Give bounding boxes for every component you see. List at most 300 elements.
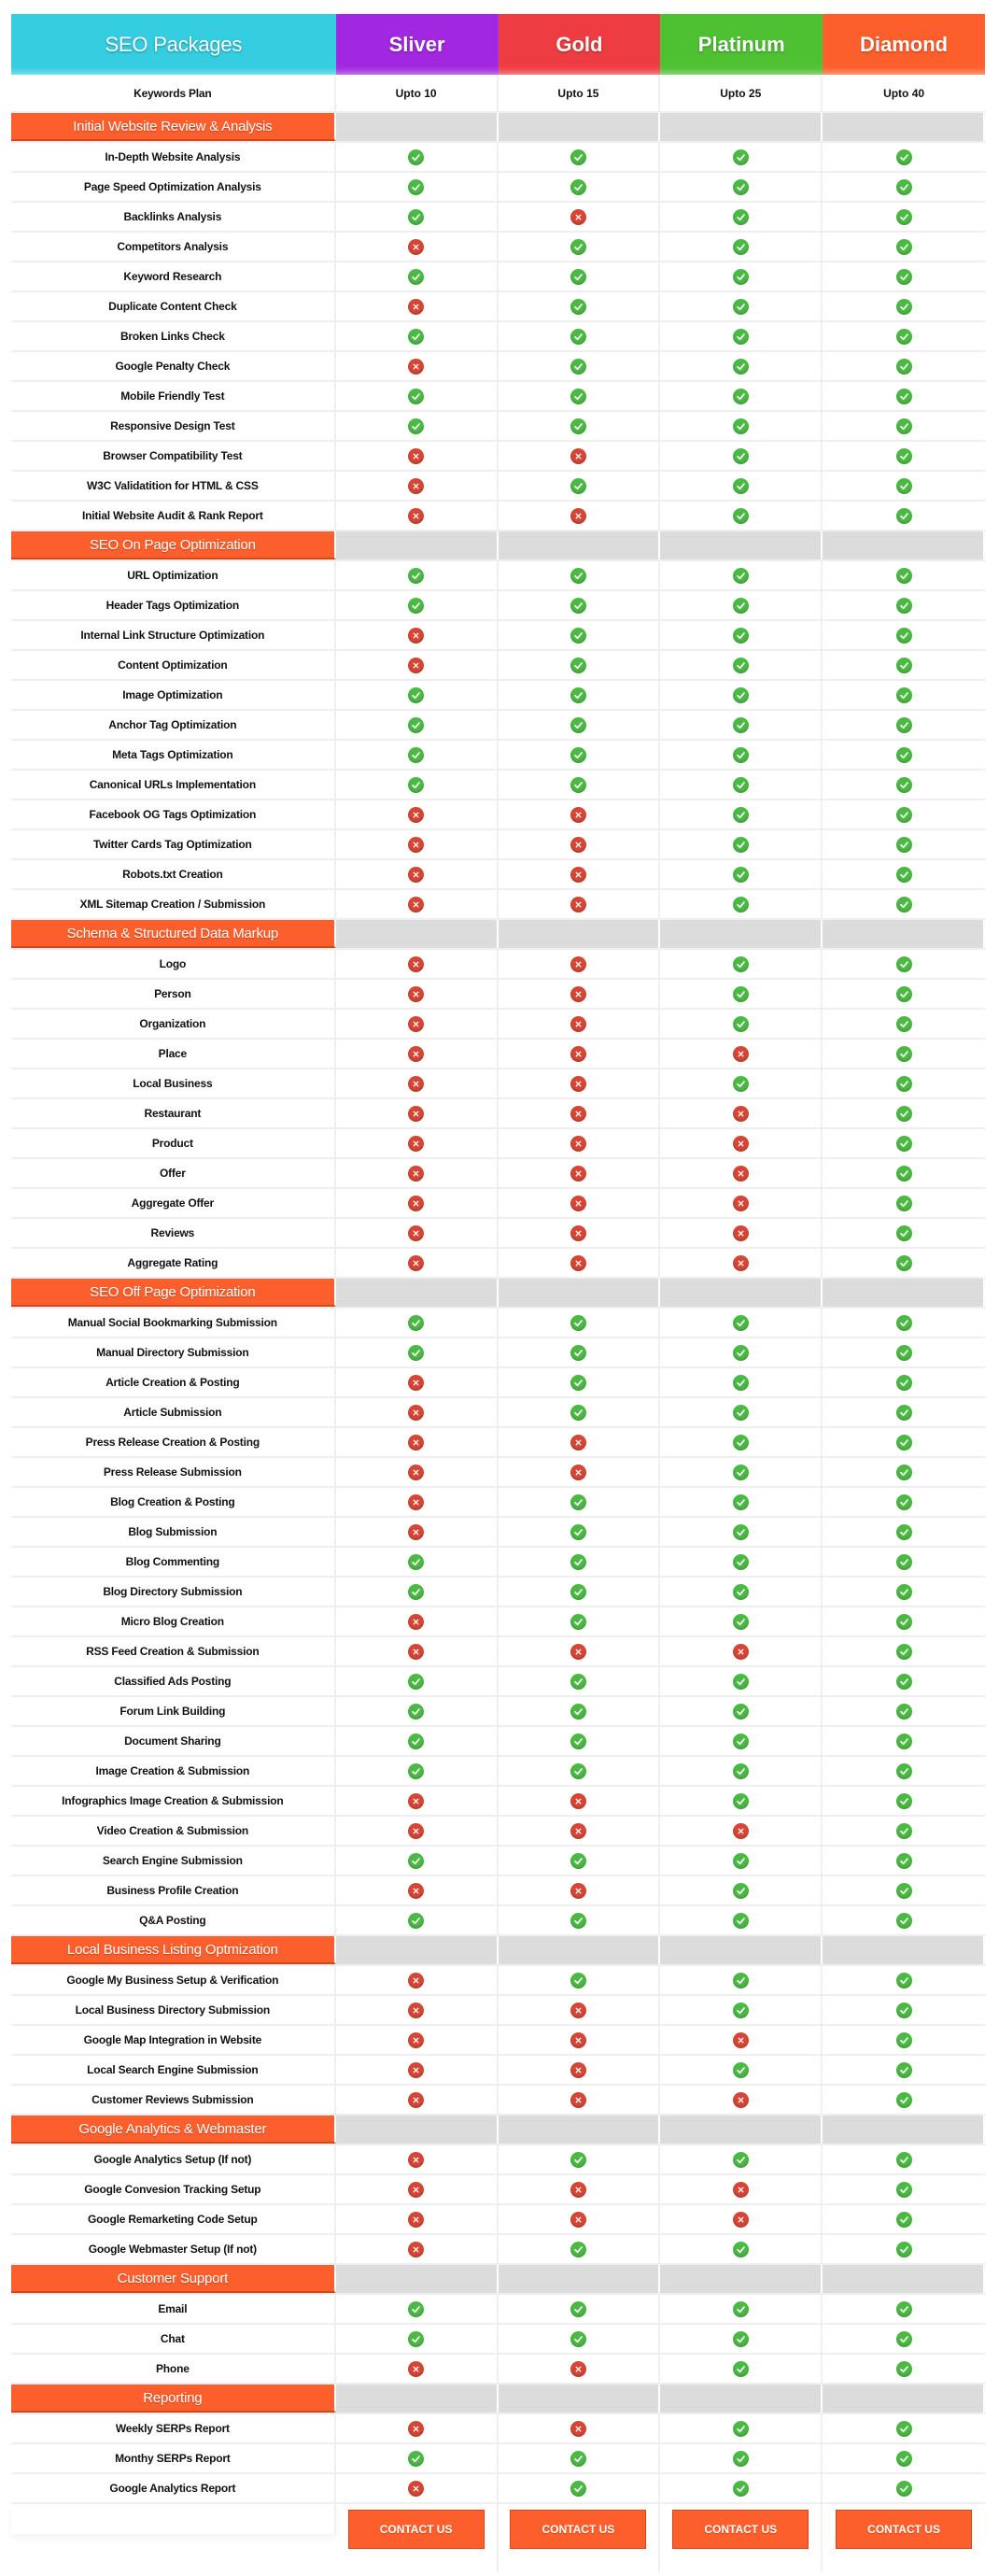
feature-cell-sliver — [336, 1637, 499, 1665]
feature-cell-diamond — [823, 681, 985, 709]
feature-cell-gold — [499, 1488, 661, 1516]
cross-icon — [570, 1823, 586, 1839]
feature-cell-diamond — [823, 711, 985, 739]
check-icon — [408, 329, 424, 345]
check-icon — [896, 568, 912, 584]
feature-cell-sliver — [336, 830, 499, 858]
check-icon — [570, 1524, 586, 1540]
feature-cell-gold — [499, 651, 661, 679]
feature-cell-sliver — [336, 980, 499, 1008]
check-icon — [733, 1435, 749, 1451]
feature-cell-gold — [499, 800, 661, 828]
feature-cell-sliver — [336, 2474, 499, 2502]
feature-label: Classified Ads Posting — [11, 1667, 336, 1695]
cross-icon — [408, 2212, 424, 2228]
feature-cell-gold — [499, 412, 661, 440]
cross-icon — [733, 1255, 749, 1271]
section-header-fill — [499, 920, 661, 948]
feature-label: Google My Business Setup & Verification — [11, 1966, 336, 1994]
feature-label: Person — [11, 980, 336, 1008]
feature-cell-gold — [499, 890, 661, 918]
feature-cell-diamond — [823, 2444, 985, 2472]
section-header-fill — [336, 2116, 499, 2144]
contact-us-button-sliver[interactable]: CONTACT US — [348, 2510, 485, 2549]
feature-cell-diamond — [823, 2145, 985, 2173]
feature-cell-diamond — [823, 1607, 985, 1635]
feature-row — [11, 2474, 985, 2504]
cross-icon — [570, 1883, 586, 1899]
check-icon — [733, 418, 749, 434]
feature-cell-gold — [499, 203, 661, 231]
check-icon — [570, 179, 586, 195]
feature-cell-diamond — [823, 2205, 985, 2233]
check-icon — [733, 2451, 749, 2467]
feature-label: Aggregate Rating — [11, 1249, 336, 1277]
feature-label: Search Engine Submission — [11, 1847, 336, 1875]
feature-cell-gold — [499, 442, 661, 470]
feature-cell-platinum — [660, 2295, 823, 2323]
feature-row — [11, 1787, 985, 1817]
section-header — [11, 1936, 985, 1966]
feature-cell-platinum — [660, 2235, 823, 2263]
feature-cell-gold — [499, 1847, 661, 1875]
feature-cell-sliver — [336, 1817, 499, 1845]
feature-label: Meta Tags Optimization — [11, 741, 336, 769]
feature-row — [11, 1966, 985, 1996]
feature-label: Local Search Engine Submission — [11, 2056, 336, 2084]
feature-cell-gold — [499, 2325, 661, 2353]
feature-cell-diamond — [823, 322, 985, 350]
check-icon — [733, 209, 749, 225]
feature-cell-gold — [499, 2235, 661, 2263]
feature-cell-gold — [499, 2295, 661, 2323]
check-icon — [733, 1763, 749, 1779]
cross-icon — [408, 1016, 424, 1032]
check-icon — [896, 1674, 912, 1690]
feature-row — [11, 681, 985, 711]
check-icon — [896, 1853, 912, 1869]
cross-icon — [733, 2212, 749, 2228]
feature-cell-diamond — [823, 2175, 985, 2203]
feature-cell-gold — [499, 233, 661, 261]
check-icon — [570, 1345, 586, 1361]
section-header-fill — [336, 2385, 499, 2413]
check-icon — [570, 359, 586, 375]
cross-icon — [733, 1166, 749, 1182]
feature-cell-diamond — [823, 1876, 985, 1904]
feature-cell-platinum — [660, 2325, 823, 2353]
feature-label: Image Creation & Submission — [11, 1757, 336, 1785]
feature-row — [11, 412, 985, 442]
feature-cell-diamond — [823, 2086, 985, 2114]
feature-label: Press Release Submission — [11, 1458, 336, 1486]
check-icon — [733, 747, 749, 763]
check-icon — [896, 598, 912, 614]
feature-cell-platinum — [660, 621, 823, 649]
feature-cell-platinum — [660, 2205, 823, 2233]
contact-us-button-platinum[interactable]: CONTACT US — [672, 2510, 809, 2549]
check-icon — [733, 717, 749, 733]
feature-row — [11, 1010, 985, 1040]
check-icon — [570, 2331, 586, 2347]
feature-cell-gold — [499, 2086, 661, 2114]
check-icon — [896, 777, 912, 793]
check-icon — [733, 269, 749, 285]
feature-cell-gold — [499, 2444, 661, 2472]
feature-cell-gold — [499, 1159, 661, 1187]
feature-cell-diamond — [823, 442, 985, 470]
feature-cell-diamond — [823, 1309, 985, 1337]
feature-cell-diamond — [823, 1249, 985, 1277]
feature-cell-diamond — [823, 1787, 985, 1815]
check-icon — [570, 1674, 586, 1690]
feature-cell-sliver — [336, 1966, 499, 1994]
cross-icon — [570, 209, 586, 225]
check-icon — [896, 717, 912, 733]
check-icon — [733, 1584, 749, 1600]
feature-label: Forum Link Building — [11, 1697, 336, 1725]
feature-cell-gold — [499, 1010, 661, 1038]
feature-cell-platinum — [660, 1249, 823, 1277]
feature-row — [11, 1876, 985, 1906]
feature-cell-diamond — [823, 1040, 985, 1068]
cross-icon — [570, 2062, 586, 2078]
check-icon — [896, 956, 912, 972]
check-icon — [733, 1405, 749, 1421]
check-icon — [733, 1883, 749, 1899]
cross-icon — [570, 1196, 586, 1211]
cross-icon — [570, 2361, 586, 2377]
feature-cell-sliver — [336, 1697, 499, 1725]
feature-cell-platinum — [660, 890, 823, 918]
check-icon — [570, 658, 586, 673]
cross-icon — [408, 1883, 424, 1899]
feature-cell-diamond — [823, 1189, 985, 1217]
feature-cell-sliver — [336, 2205, 499, 2233]
feature-cell-gold — [499, 2474, 661, 2502]
check-icon — [896, 329, 912, 345]
feature-row — [11, 980, 985, 1010]
check-icon — [896, 2451, 912, 2467]
feature-cell-diamond — [823, 1368, 985, 1396]
check-icon — [408, 2301, 424, 2317]
section-header — [11, 2265, 985, 2295]
feature-cell-sliver — [336, 1309, 499, 1337]
check-icon — [896, 2032, 912, 2048]
cross-icon — [408, 478, 424, 494]
check-icon — [896, 478, 912, 494]
section-header-fill — [660, 531, 823, 559]
cross-icon — [733, 2092, 749, 2108]
cross-icon — [733, 2182, 749, 2198]
feature-cell-platinum — [660, 591, 823, 619]
feature-row — [11, 1757, 985, 1787]
feature-cell-sliver — [336, 203, 499, 231]
feature-cell-gold — [499, 1069, 661, 1097]
section-header — [11, 113, 985, 143]
feature-cell-diamond — [823, 352, 985, 380]
section-header — [11, 920, 985, 950]
check-icon — [570, 1853, 586, 1869]
feature-cell-platinum — [660, 1727, 823, 1755]
feature-cell-platinum — [660, 1697, 823, 1725]
feature-cell-sliver — [336, 2235, 499, 2263]
check-icon — [733, 1674, 749, 1690]
feature-cell-platinum — [660, 1338, 823, 1366]
check-icon — [896, 867, 912, 883]
feature-label: Logo — [11, 950, 336, 978]
feature-cell-platinum — [660, 1607, 823, 1635]
feature-row — [11, 1368, 985, 1398]
feature-row — [11, 561, 985, 591]
feature-cell-platinum — [660, 561, 823, 589]
feature-cell-sliver — [336, 382, 499, 410]
check-icon — [408, 1674, 424, 1690]
feature-label: Google Analytics Setup (If not) — [11, 2145, 336, 2173]
cross-icon — [570, 1136, 586, 1152]
check-icon — [896, 1614, 912, 1630]
check-icon — [896, 2152, 912, 2168]
feature-label: URL Optimization — [11, 561, 336, 589]
check-icon — [733, 837, 749, 853]
cross-icon — [733, 1644, 749, 1660]
section-header — [11, 2385, 985, 2414]
feature-cell-sliver — [336, 1249, 499, 1277]
check-icon — [896, 1375, 912, 1391]
cross-icon — [570, 1465, 586, 1480]
feature-row — [11, 1727, 985, 1757]
feature-label: Facebook OG Tags Optimization — [11, 800, 336, 828]
contact-cell-diamond — [823, 2504, 985, 2572]
check-icon — [570, 1494, 586, 1510]
feature-cell-diamond — [823, 2325, 985, 2353]
feature-cell-sliver — [336, 1010, 499, 1038]
check-icon — [733, 1704, 749, 1720]
check-icon — [733, 1315, 749, 1331]
feature-row — [11, 800, 985, 830]
check-icon — [408, 389, 424, 404]
feature-row — [11, 2295, 985, 2325]
check-icon — [896, 1405, 912, 1421]
feature-label: Local Business Directory Submission — [11, 1996, 336, 2024]
feature-row — [11, 262, 985, 292]
check-icon — [570, 2152, 586, 2168]
feature-cell-gold — [499, 292, 661, 320]
cross-icon — [570, 1435, 586, 1451]
feature-cell-sliver — [336, 771, 499, 799]
feature-cell-sliver — [336, 2175, 499, 2203]
feature-row — [11, 2056, 985, 2086]
feature-label: Infographics Image Creation & Submission — [11, 1787, 336, 1815]
feature-cell-gold — [499, 860, 661, 888]
feature-cell-platinum — [660, 1847, 823, 1875]
check-icon — [408, 418, 424, 434]
cross-icon — [733, 1196, 749, 1211]
feature-row — [11, 1488, 985, 1518]
check-icon — [570, 1315, 586, 1331]
section-title: Initial Website Review & Analysis — [11, 113, 336, 141]
cross-icon — [408, 837, 424, 853]
cross-icon — [408, 1494, 424, 1510]
feature-label: Business Profile Creation — [11, 1876, 336, 1904]
section-header-fill — [660, 1279, 823, 1307]
feature-row — [11, 203, 985, 233]
feature-label: Monthy SERPs Report — [11, 2444, 336, 2472]
check-icon — [896, 1704, 912, 1720]
contact-cell-sliver — [336, 2504, 499, 2572]
check-icon — [896, 448, 912, 464]
feature-cell-sliver — [336, 2026, 499, 2054]
feature-row — [11, 1338, 985, 1368]
feature-cell-diamond — [823, 591, 985, 619]
feature-cell-platinum — [660, 771, 823, 799]
check-icon — [570, 1973, 586, 1989]
feature-cell-sliver — [336, 800, 499, 828]
check-icon — [896, 2301, 912, 2317]
check-icon — [733, 658, 749, 673]
feature-label: Offer — [11, 1159, 336, 1187]
feature-label: Google Penalty Check — [11, 352, 336, 380]
feature-cell-platinum — [660, 2086, 823, 2114]
feature-cell-diamond — [823, 1219, 985, 1247]
feature-cell-sliver — [336, 2325, 499, 2353]
check-icon — [896, 418, 912, 434]
feature-cell-platinum — [660, 1966, 823, 1994]
section-title: Reporting — [11, 2385, 336, 2413]
check-icon — [408, 1763, 424, 1779]
cross-icon — [733, 1046, 749, 1062]
feature-row — [11, 1159, 985, 1189]
feature-cell-gold — [499, 262, 661, 290]
check-icon — [896, 2182, 912, 2198]
check-icon — [896, 2092, 912, 2108]
check-icon — [733, 2301, 749, 2317]
check-icon — [570, 299, 586, 315]
feature-cell-sliver — [336, 1847, 499, 1875]
check-icon — [896, 1793, 912, 1809]
check-icon — [733, 2331, 749, 2347]
feature-cell-diamond — [823, 860, 985, 888]
feature-cell-platinum — [660, 1010, 823, 1038]
feature-cell-sliver — [336, 1727, 499, 1755]
feature-row — [11, 2355, 985, 2385]
feature-cell-sliver — [336, 352, 499, 380]
cross-icon — [408, 299, 424, 315]
feature-cell-gold — [499, 1428, 661, 1456]
cross-icon — [570, 807, 586, 823]
feature-cell-gold — [499, 1637, 661, 1665]
cross-icon — [570, 2212, 586, 2228]
contact-us-button-diamond[interactable]: CONTACT US — [836, 2510, 972, 2549]
check-icon — [896, 1644, 912, 1660]
feature-cell-platinum — [660, 502, 823, 530]
feature-cell-platinum — [660, 2056, 823, 2084]
feature-cell-diamond — [823, 1817, 985, 1845]
cross-icon — [570, 1016, 586, 1032]
feature-row — [11, 143, 985, 173]
feature-label: Manual Social Bookmarking Submission — [11, 1309, 336, 1337]
feature-cell-diamond — [823, 1906, 985, 1934]
feature-cell-gold — [499, 1906, 661, 1934]
cross-icon — [570, 448, 586, 464]
section-header-fill — [499, 2385, 661, 2413]
feature-cell-sliver — [336, 2444, 499, 2472]
section-header-fill — [336, 531, 499, 559]
feature-cell-gold — [499, 1099, 661, 1127]
feature-cell-sliver — [336, 2355, 499, 2383]
check-icon — [570, 747, 586, 763]
check-icon — [896, 1823, 912, 1839]
feature-row — [11, 1458, 985, 1488]
contact-us-button-gold[interactable]: CONTACT US — [510, 2510, 646, 2549]
feature-label: Google Remarketing Code Setup — [11, 2205, 336, 2233]
feature-label: Micro Blog Creation — [11, 1607, 336, 1635]
feature-cell-diamond — [823, 2026, 985, 2054]
feature-label: Article Submission — [11, 1398, 336, 1426]
plan-header-gold: Gold — [499, 14, 661, 75]
feature-cell-gold — [499, 621, 661, 649]
check-icon — [896, 1345, 912, 1361]
check-icon — [896, 807, 912, 823]
check-icon — [733, 1076, 749, 1092]
cross-icon — [408, 1136, 424, 1152]
cross-icon — [408, 658, 424, 673]
feature-row — [11, 1428, 985, 1458]
feature-cell-gold — [499, 1458, 661, 1486]
feature-label: XML Sitemap Creation / Submission — [11, 890, 336, 918]
feature-cell-platinum — [660, 322, 823, 350]
section-title: Schema & Structured Data Markup — [11, 920, 336, 948]
cross-icon — [408, 1973, 424, 1989]
feature-label: Aggregate Offer — [11, 1189, 336, 1217]
keywords-value-platinum: Upto 25 — [660, 75, 823, 111]
check-icon — [896, 2481, 912, 2497]
feature-cell-diamond — [823, 741, 985, 769]
feature-cell-gold — [499, 2205, 661, 2233]
feature-row — [11, 1249, 985, 1279]
feature-cell-platinum — [660, 2444, 823, 2472]
feature-label: Internal Link Structure Optimization — [11, 621, 336, 649]
feature-row — [11, 741, 985, 771]
keywords-value-diamond: Upto 40 — [883, 86, 925, 100]
feature-cell-diamond — [823, 1847, 985, 1875]
cross-icon — [570, 2182, 586, 2198]
feature-sections — [11, 113, 985, 2504]
feature-row — [11, 1697, 985, 1727]
check-icon — [570, 2242, 586, 2258]
feature-cell-sliver — [336, 1488, 499, 1516]
check-icon — [733, 1375, 749, 1391]
feature-label: Email — [11, 2295, 336, 2323]
check-icon — [896, 1494, 912, 1510]
check-icon — [570, 1614, 586, 1630]
section-header-fill — [336, 2265, 499, 2293]
check-icon — [570, 1734, 586, 1749]
feature-cell-platinum — [660, 1757, 823, 1785]
feature-cell-gold — [499, 1368, 661, 1396]
check-icon — [896, 1016, 912, 1032]
check-icon — [733, 1913, 749, 1929]
section-header-fill — [336, 1279, 499, 1307]
feature-row — [11, 890, 985, 920]
feature-cell-gold — [499, 1548, 661, 1576]
feature-cell-sliver — [336, 1876, 499, 1904]
feature-cell-sliver — [336, 412, 499, 440]
contact-cell-gold — [499, 2504, 661, 2572]
feature-cell-diamond — [823, 1667, 985, 1695]
cross-icon — [570, 1106, 586, 1122]
feature-label: Press Release Creation & Posting — [11, 1428, 336, 1456]
